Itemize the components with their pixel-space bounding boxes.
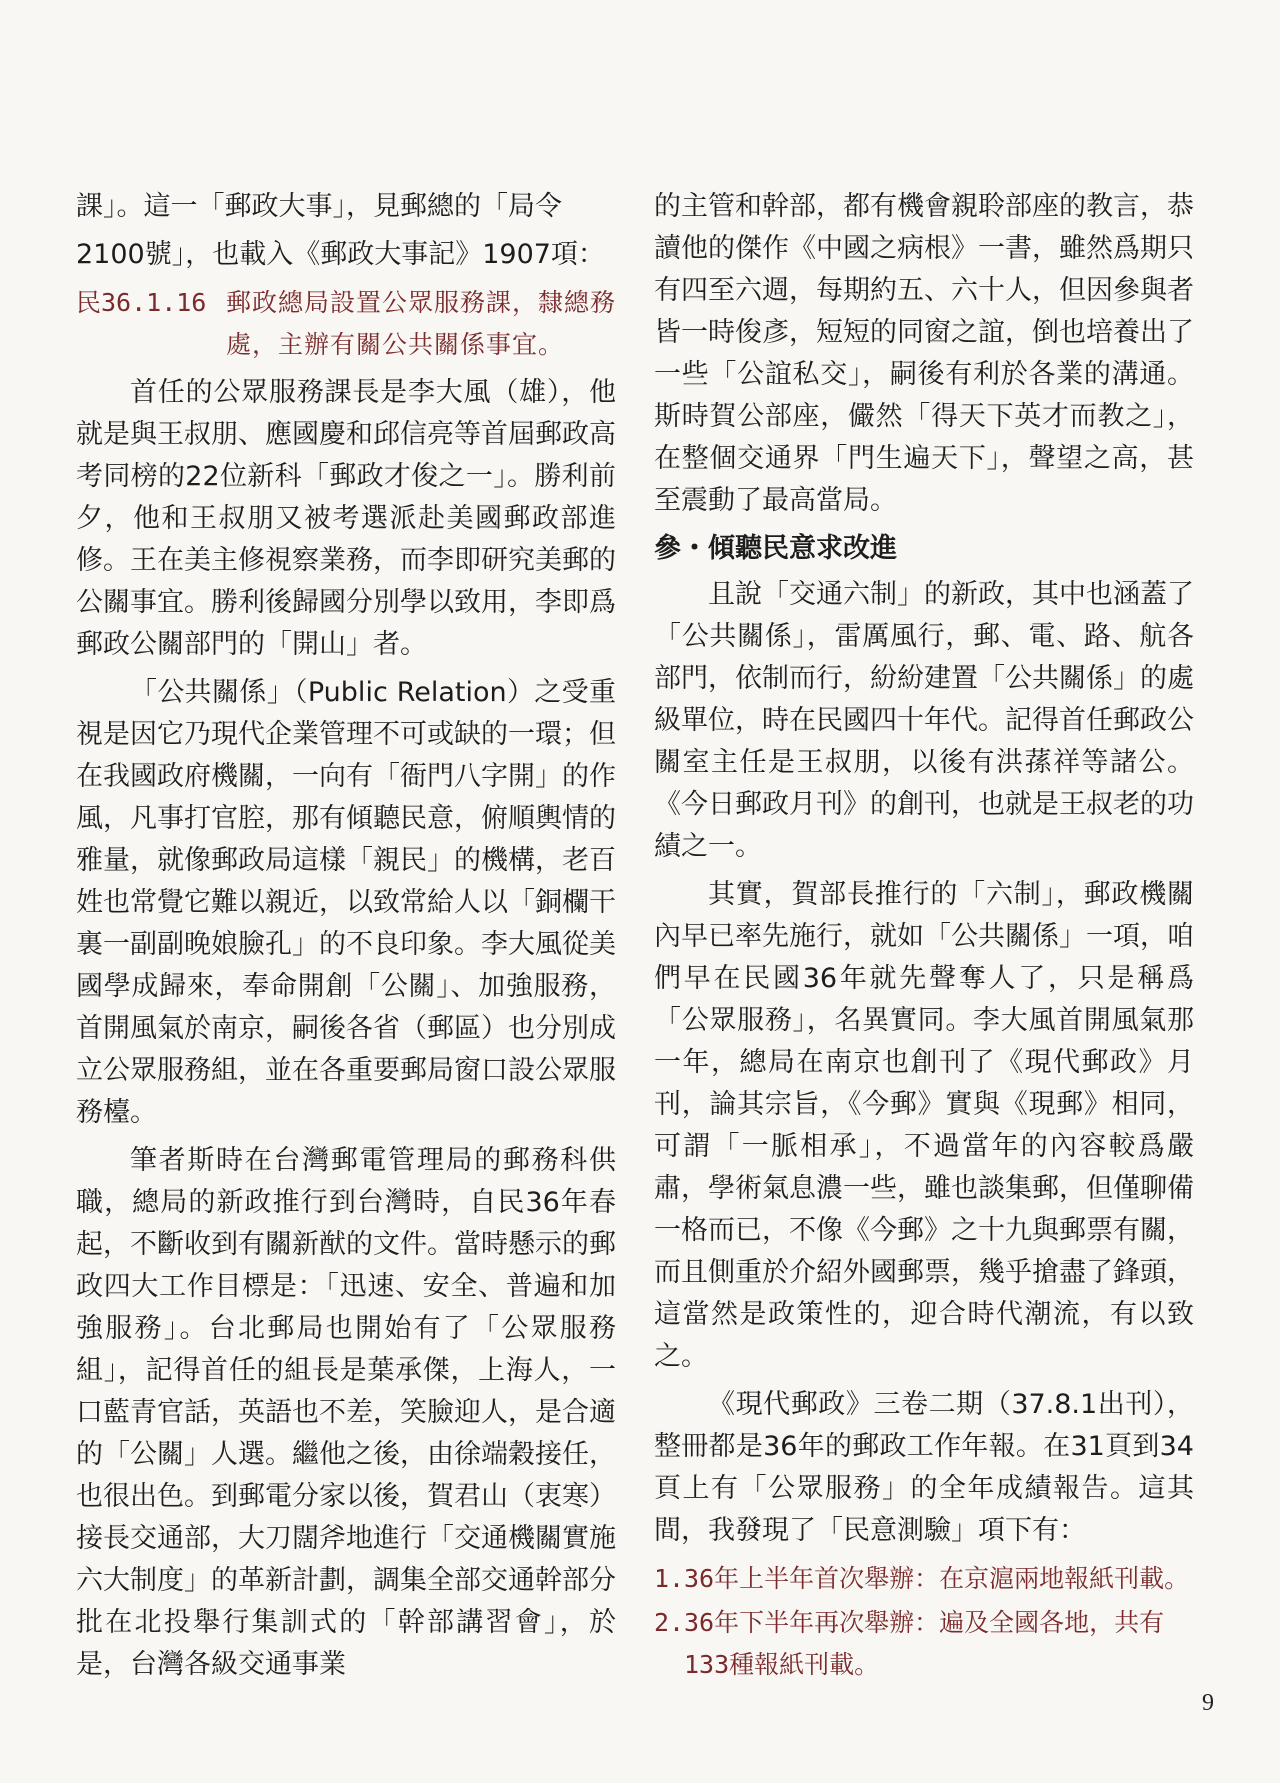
body-paragraph: 其實，賀部長推行的「六制」，郵政機關內早已率先施行，就如「公共關係」一項，咱們早在民國36年就先聲奪人了，只是稱爲「公眾服務」，名異實同。李大風首開風氣那一年，總局在南京也創刊了《現代郵政》月刊，論其宗旨，《今郵》實與《現郵》相同，可謂「一脈相承」，不過當年的內容較爲嚴肅，學術氣息濃一些，雖也談集郵，但僅聊備一格而已，不像《今郵》之十九與郵票有關，而且側重於介紹外國郵票，幾乎搶盡了鋒頭，這當然是政策性的，迎合時代潮流，有以致之。 <box>654 879 1194 1372</box>
left-column <box>76 186 616 1692</box>
body-paragraph: 且說「交通六制」的新政，其中也涵蓋了「公共關係」，雷厲風行，郵、電、路、航各部門，依制而行，紛紛建置「公共關係」的處級單位，時在民國四十年代。記得首任郵政公關室主任是王叔朋，以後有洪蓀祥等諸公。《今日郵政月刊》的創刊，也就是王叔老的功績之一。 <box>654 579 1194 862</box>
list-number: 2. <box>654 1608 685 1637</box>
body-paragraph: 「公共關係」（Public Relation）之受重視是因它乃現代企業管理不可或缺的一環；但在我國政府機關，一向有「衙門八字開」的作風，凡事打官腔，那有傾聽民意，俯順輿情的雅量，就像郵政局這樣「親民」的機構，老百姓也常覺它難以親近，以致常給人以「銅欄干裏一副副晚娘臉孔」的不良印象。李大風從美國學成歸來，奉命開創「公關」、加強服務，首開風氣於南京，嗣後各省（郵區）也分別成立公眾服務組，並在各重要郵局窗口設公眾服務檯。 <box>76 677 616 1128</box>
page-number: 9 <box>1202 1690 1214 1716</box>
event-record <box>76 282 616 366</box>
list-text: 36年下半年再次舉辦：遍及全國各地，共有133種報紙刊載。 <box>684 1608 1165 1679</box>
record-text: 郵政總局設置公眾服務課，隸總務處，主辦有關公共關係事宜。 <box>226 288 617 359</box>
intro-line-2: 2100號」，也載入《郵政大事記》1907項： <box>76 239 605 270</box>
record-date: 民36.1.16 <box>76 288 207 317</box>
list-text: 36年上半年首次舉辦：在京滬兩地報紙刊載。 <box>684 1564 1190 1593</box>
continued-paragraph: 的主管和幹部，都有機會親聆部座的教言，恭讀他的傑作《中國之病根》一書，雖然爲期只有四至六週，每期約五、六十人，但因參與者皆一時俊彥，短短的同窗之誼，倒也培養出了一些「公誼私交」，嗣後有利於各業的溝通。斯時賀公部座，儼然「得天下英才而教之」，在整個交通界「門生遍天下」，聲望之高，甚至震動了最高當局。 <box>654 191 1194 516</box>
survey-list <box>654 1558 1194 1686</box>
intro-line-1: 課」。這一「郵政大事」，見郵總的「局令 <box>76 191 562 222</box>
body-paragraph: 《現代郵政》三卷二期（37.8.1出刊），整冊都是36年的郵政工作年報。在31頁到34頁上有「公眾服務」的全年成績報告。這其間，我發現了「民意測驗」項下有： <box>654 1389 1194 1546</box>
list-item <box>654 1558 1194 1600</box>
right-column <box>654 186 1194 1688</box>
list-item <box>654 1602 1194 1686</box>
list-number: 1. <box>654 1564 685 1593</box>
section-heading: 參・傾聽民意求改進 <box>654 533 897 564</box>
body-paragraph: 首任的公眾服務課長是李大風（雄），他就是與王叔朋、應國慶和邱信亮等首屆郵政高考同榜的22位新科「郵政才俊之一」。勝利前夕，他和王叔朋又被考選派赴美國郵政部進修。王在美主修視察業務，而李即研究美郵的公關事宜。勝利後歸國分別學以致用，李即爲郵政公關部門的「開山」者。 <box>76 377 616 660</box>
body-paragraph: 筆者斯時在台灣郵電管理局的郵務科供職，總局的新政推行到台灣時，自民36年春起，不斷收到有關新猷的文件。當時懸示的郵政四大工作目標是：「迅速、安全、普遍和加強服務」。台北郵局也開始有了「公眾服務組」，記得首任的組長是葉承傑，上海人，一口藍青官話，英語也不差，笑臉迎人，是合適的「公關」人選。繼他之後，由徐端穀接任，也很出色。到郵電分家以後，賀君山（衷寒）接長交通部，大刀闊斧地進行「交通機關實施六大制度」的革新計劃，調集全部交通幹部分批在北投舉行集訓式的「幹部講習會」，於是，台灣各級交通事業 <box>76 1145 616 1680</box>
